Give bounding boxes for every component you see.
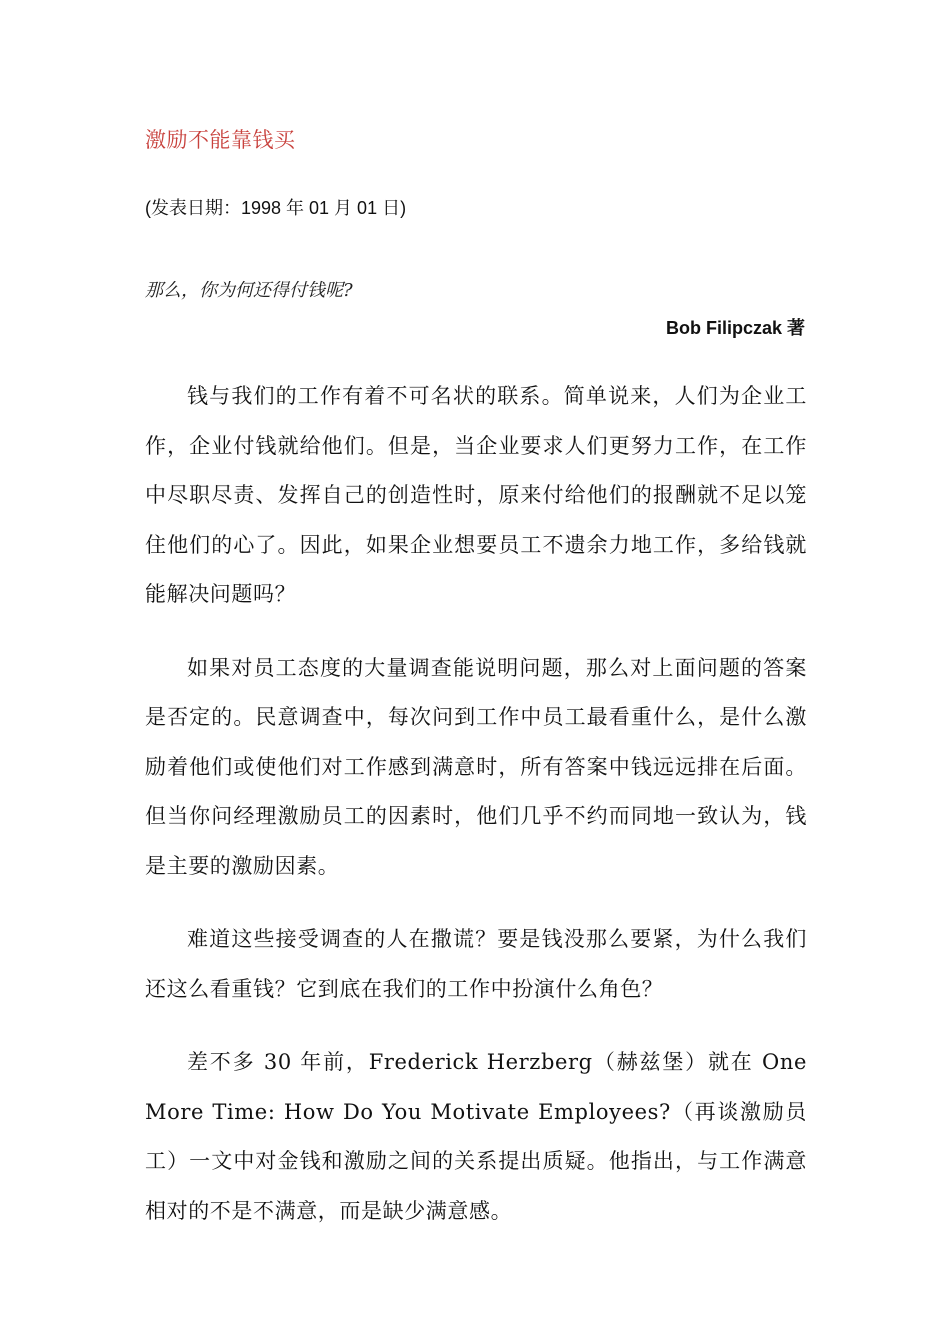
article-subtitle: 那么，你为何还得付钱呢? bbox=[145, 280, 353, 301]
article-title: 激励不能靠钱买 bbox=[145, 128, 296, 152]
paragraph: 如果对员工态度的大量调查能说明问题，那么对上面问题的答案是否定的。民意调查中，每次问到工作中员工最看重什么，是什么激励着他们或使他们对工作感到满意时，所有答案中钱远远排在后面。但当你问经理激励员工的因素时，他们几乎不约而同地一致认为，钱是主要的激励因素。 bbox=[145, 655, 807, 878]
publish-date: (发表日期：1998 年 01 月 01 日) bbox=[145, 198, 407, 218]
article-body bbox=[145, 372, 807, 1260]
article-author: Bob Filipczak 著 bbox=[665, 318, 805, 338]
paragraph: 难道这些接受调查的人在撒谎？要是钱没那么要紧，为什么我们还这么看重钱？它到底在我们的工作中扮演什么角色？ bbox=[145, 927, 807, 1001]
paragraph: 钱与我们的工作有着不可名状的联系。简单说来，人们为企业工作，企业付钱就给他们。但是，当企业要求人们更努力工作，在工作中尽职尽责、发挥自己的创造性时，原来付给他们的报酬就不足以笼住他们的心了。因此，如果企业想要员工不遗余力地工作，多给钱就能解决问题吗？ bbox=[145, 384, 807, 606]
paragraph: 差不多 30 年前，Frederick Herzberg（赫兹堡）就在 One More Time: How Do You Motivate Employees?（再谈激励员工）一文中对金钱和激励之间的关系提出质疑。他指出，与工作满意相对的不是不满意，而是缺少满意感。 bbox=[145, 1050, 807, 1223]
